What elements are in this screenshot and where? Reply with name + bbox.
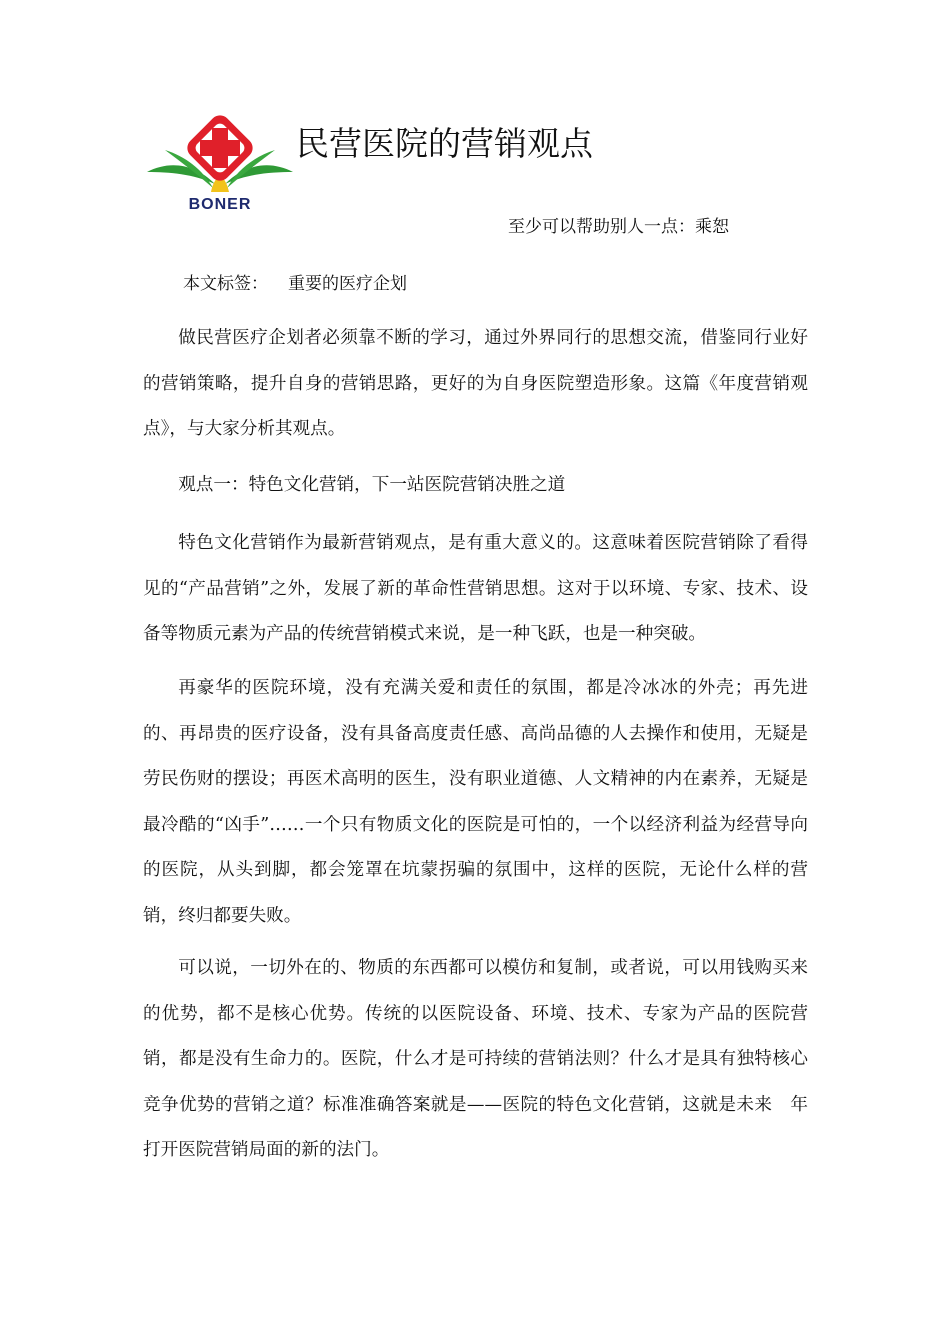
body-paragraph: 可以说，一切外在的、物质的东西都可以模仿和复制，或者说，可以用钱购买来的优势，都不是核心优势。传统的以医院设备、环境、技术、专家为产品的医院营销，都是没有生命力的。医院，什么才是可持续的营销法则？什么才是具有独特核心竞争优势的营销之道？标准准确答案就是——医院的特色文化营销，这就是未来 年打开医院营销局面的新的法门。	[143, 958, 808, 1161]
body-paragraph: 特色文化营销作为最新营销观点，是有重大意义的。这意味着医院营销除了看得见的“产品营销”之外，发展了新的革命性营销思想。这对于以环境、专家、技术、设备等物质元素为产品的传统营销模式来说，是一种飞跃，也是一种突破。	[143, 533, 808, 645]
hospital-logo	[145, 112, 295, 216]
body-paragraph: 再豪华的医院环境，没有充满关爱和责任的氛围，都是冷冰冰的外壳；再先进的、再昂贵的医疗设备，没有具备高度责任感、高尚品德的人去操作和使用，无疑是劳民伤财的摆设；再医术高明的医生，没有职业道德、人文精神的内在素养，无疑是最冷酷的“凶手”……一个只有物质文化的医院是可怕的，一个以经济利益为经营导向的医院，从头到脚，都会笼罩在坑蒙拐骗的氛围中，这样的医院，无论什么样的营销，终归都要失败。	[143, 678, 808, 926]
author-byline: 至少可以帮助别人一点：乘恕	[508, 217, 729, 237]
red-cross-emblem-icon	[145, 112, 295, 198]
section-heading: 观点一：特色文化营销，下一站医院营销决胜之道	[178, 475, 566, 495]
tags-label: 本文标签：	[183, 274, 268, 294]
tags-value: 重要的医疗企划	[288, 274, 407, 294]
article-tags	[183, 269, 407, 294]
logo-wordmark: BONER	[188, 196, 252, 213]
intro-paragraph: 做民营医疗企划者必须靠不断的学习，通过外界同行的思想交流，借鉴同行业好的营销策略，提升自身的营销思路，更好的为自身医院塑造形象。这篇《年度营销观点》，与大家分析其观点。	[143, 328, 808, 440]
page-title: 民营医院的营销观点	[296, 124, 593, 163]
